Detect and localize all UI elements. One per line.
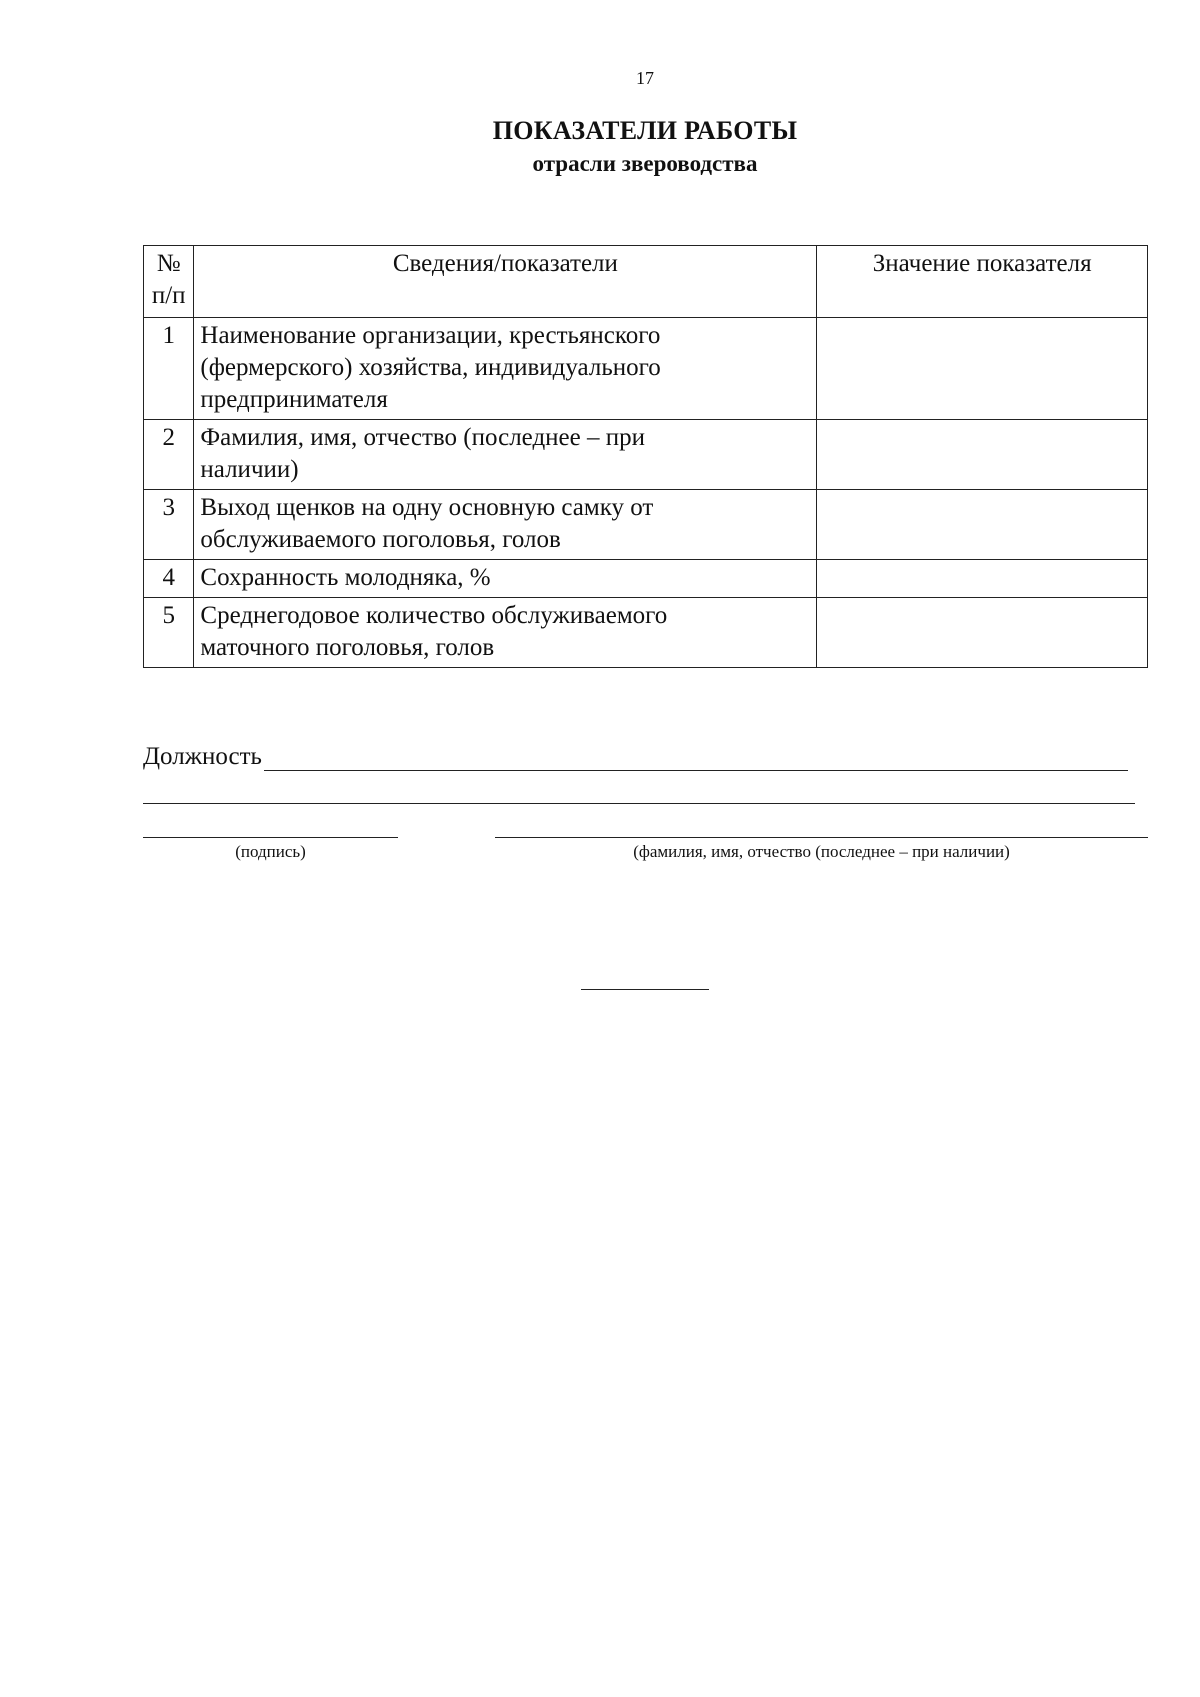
indicators-table	[143, 245, 1148, 668]
row-description-line: Среднегодовое количество обслуживаемого	[200, 602, 668, 629]
row-description-line: Наименование организации, крестьянского	[200, 322, 661, 349]
signature-line[interactable]	[143, 837, 398, 838]
row-description	[194, 598, 817, 668]
row-description-line: (фермерского) хозяйства, индивидуального	[200, 354, 661, 381]
row-number: 1	[144, 318, 194, 420]
document-title: ПОКАЗАТЕЛИ РАБОТЫ	[492, 116, 798, 145]
row-description-line: Фамилия, имя, отчество (последнее – при	[200, 424, 645, 451]
row-description-line: наличии)	[200, 456, 299, 483]
header-num-label: №	[156, 250, 181, 277]
header-num-sublabel: п/п	[151, 282, 186, 309]
full-name-caption: (фамилия, имя, отчество (последнее – при наличии)	[633, 842, 1010, 861]
row-description	[194, 420, 817, 490]
signature-caption: (подпись)	[235, 842, 306, 861]
row-number: 3	[144, 490, 194, 560]
table-header-row	[144, 246, 1148, 318]
row-number: 5	[144, 598, 194, 668]
position-input-line[interactable]	[264, 742, 1128, 771]
table-row	[144, 318, 1148, 420]
row-description	[194, 490, 817, 560]
header-num-cell	[144, 246, 194, 318]
row-description-line: Выход щенков на одну основную самку от	[200, 494, 654, 521]
row-description-line: предпринимателя	[200, 386, 388, 413]
header-value-cell: Значение показателя	[817, 246, 1148, 318]
header-description-cell: Сведения/показатели	[194, 246, 817, 318]
row-value-field[interactable]	[817, 560, 1148, 598]
row-description	[194, 560, 817, 598]
table-row	[144, 490, 1148, 560]
position-label: Должность	[143, 743, 262, 770]
table-row	[144, 560, 1148, 598]
row-value-field[interactable]	[817, 420, 1148, 490]
row-number: 4	[144, 560, 194, 598]
row-description-line: маточного поголовья, голов	[200, 634, 495, 661]
row-value-field[interactable]	[817, 490, 1148, 560]
position-field	[143, 742, 1128, 771]
table-row	[144, 598, 1148, 668]
full-name-line[interactable]	[495, 837, 1148, 838]
row-description-line: Сохранность молодняка, %	[200, 564, 491, 591]
position-continuation-line[interactable]	[143, 803, 1135, 804]
document-end-divider	[581, 989, 709, 990]
page-number: 17	[636, 68, 654, 88]
row-value-field[interactable]	[817, 598, 1148, 668]
row-description-line: обслуживаемого поголовья, голов	[200, 526, 561, 553]
row-description	[194, 318, 817, 420]
row-value-field[interactable]	[817, 318, 1148, 420]
row-number: 2	[144, 420, 194, 490]
document-subtitle: отрасли звероводства	[532, 151, 758, 176]
table-row	[144, 420, 1148, 490]
